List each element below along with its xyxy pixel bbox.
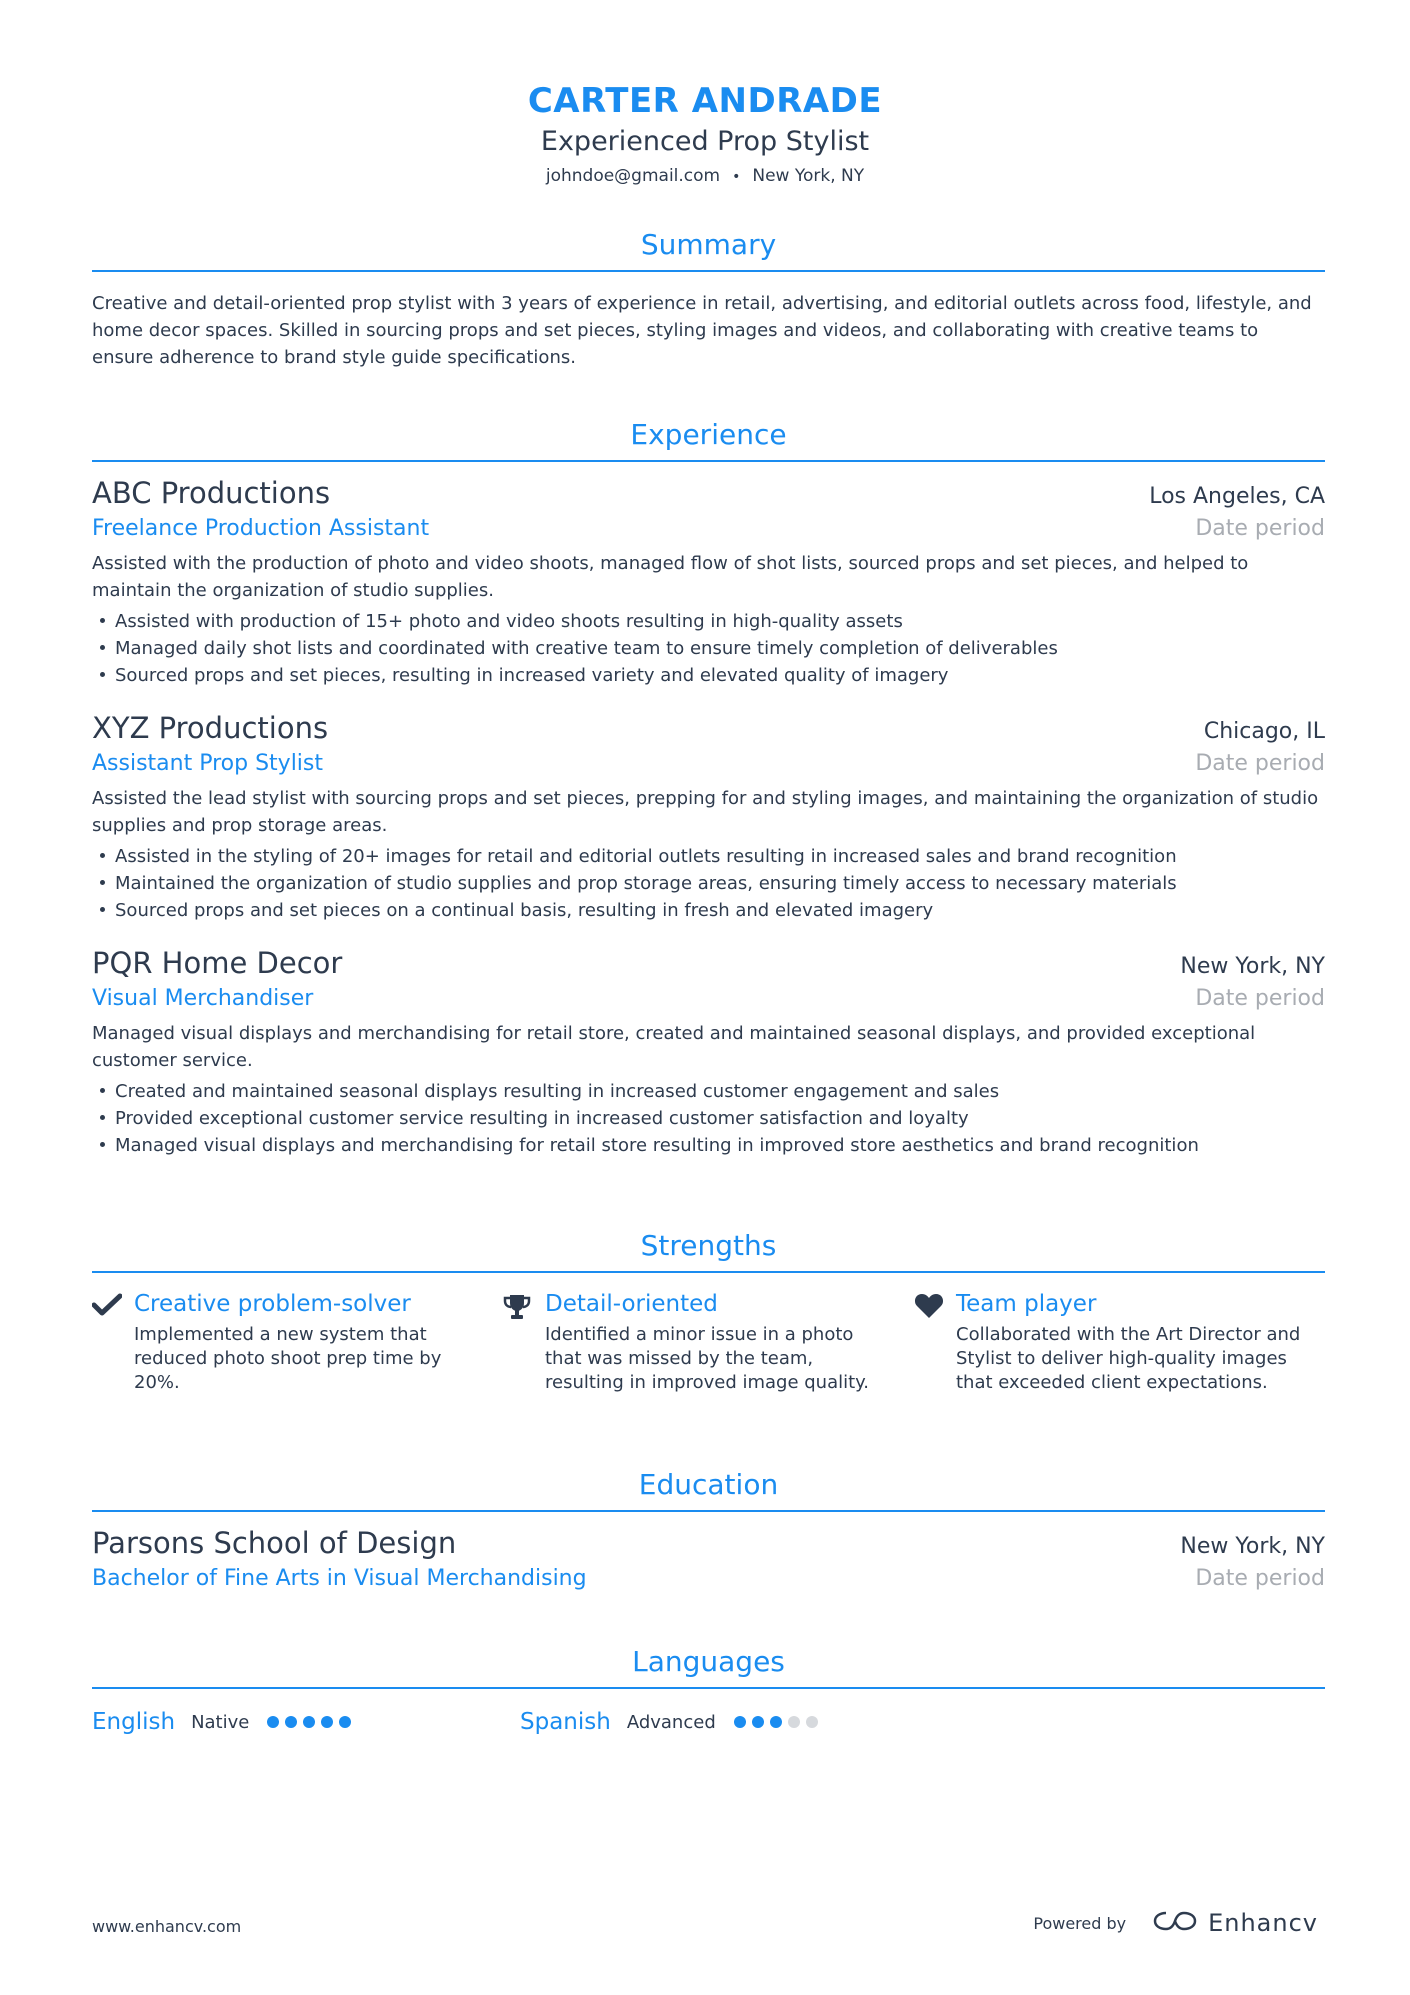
contact-line: [0, 162, 1410, 191]
checkmark-icon: [92, 1289, 134, 1395]
job-location: Chicago, IL: [1203, 719, 1325, 744]
language-name: English: [92, 1709, 176, 1735]
summary-text: Creative and detail-oriented prop stylist with 3 years of experience in retail, advertising, and editorial outlets across food, lifestyle, and home decor spaces. Skilled in sourcing props and set pieces, styling images and videos, and collaborating with creative teams to ensure adherence to brand style guide specifications.: [92, 293, 1312, 368]
strength-item: [914, 1289, 1325, 1395]
heart-icon: [914, 1289, 956, 1395]
rating-dot-filled: [752, 1716, 764, 1728]
bullet-item: Maintained the organization of studio supplies and prop storage areas, ensuring timely access to necessary materials: [92, 870, 1325, 897]
school-name: Parsons School of Design: [92, 1526, 457, 1560]
bullet-item: Assisted in the styling of 20+ images for retail and editorial outlets resulting in increased sales and brand recognition: [92, 843, 1325, 870]
bullet-item: Managed visual displays and merchandising for retail store resulting in improved store aesthetics and brand recognition: [92, 1132, 1325, 1159]
strength-item: [503, 1289, 914, 1395]
strength-item: [92, 1289, 503, 1395]
experience-entry: [92, 944, 1325, 1159]
experience-entry: [92, 474, 1325, 689]
bullet-item: Sourced props and set pieces, resulting in increased variety and elevated quality of imagery: [92, 662, 1325, 689]
language-name: Spanish: [520, 1709, 611, 1735]
trophy-icon: [503, 1289, 545, 1395]
section-heading: Experience: [92, 416, 1325, 462]
job-role: Freelance Production Assistant: [92, 516, 430, 541]
language-level: Advanced: [626, 1711, 716, 1733]
summary-section: [92, 226, 1325, 371]
rating-dot-empty: [788, 1716, 800, 1728]
job-date: Date period: [1195, 986, 1325, 1011]
job-role: Assistant Prop Stylist: [92, 751, 323, 776]
strengths-section: [92, 1227, 1325, 1395]
strength-description: Implemented a new system that reduced photo shoot prep time by 20%.: [134, 1324, 442, 1393]
rating-dot-filled: [321, 1716, 333, 1728]
languages-list: [92, 1707, 1325, 1737]
bullet-item: Managed daily shot lists and coordinated with creative team to ensure timely completion of deliverables: [92, 635, 1325, 662]
job-description: Assisted the lead stylist with sourcing props and set pieces, prepping for and styling images, and maintaining the organization of studio supplies and prop storage areas.: [92, 788, 1319, 836]
experience-entry: [92, 709, 1325, 924]
bullet-item: Provided exceptional customer service resulting in increased customer satisfaction and loyalty: [92, 1105, 1325, 1132]
strength-description: Identified a minor issue in a photo that was missed by the team, resulting in improved image quality.: [545, 1324, 869, 1393]
section-heading: Education: [92, 1466, 1325, 1512]
language-rating: [267, 1716, 357, 1728]
company-name: ABC Productions: [92, 476, 331, 510]
brand-name[interactable]: Enhancv: [1208, 1909, 1318, 1937]
job-role: Visual Merchandiser: [92, 986, 314, 1011]
strength-title: Team player: [956, 1291, 1097, 1317]
footer-branding: [1033, 1909, 1318, 1937]
strength-description: Collaborated with the Art Director and Stylist to deliver high-quality images that exceeded client expectations.: [956, 1324, 1301, 1393]
candidate-name: CARTER ANDRADE: [527, 81, 883, 121]
rating-dot-filled: [285, 1716, 297, 1728]
job-bullets: [92, 1078, 1325, 1159]
section-heading: Summary: [92, 226, 1325, 272]
resume-header: [0, 78, 1410, 191]
language-rating: [734, 1716, 824, 1728]
strength-title: Creative problem-solver: [134, 1291, 411, 1317]
job-location: Los Angeles, CA: [1149, 484, 1325, 509]
rating-dot-filled: [339, 1716, 351, 1728]
separator-dot: •: [732, 169, 741, 185]
job-bullets: [92, 843, 1325, 924]
languages-section: [92, 1643, 1325, 1737]
rating-dot-filled: [734, 1716, 746, 1728]
language-item: [520, 1707, 948, 1737]
rating-dot-filled: [303, 1716, 315, 1728]
rating-dot-empty: [806, 1716, 818, 1728]
candidate-title: Experienced Prop Stylist: [540, 126, 870, 157]
location-text: New York, NY: [752, 166, 865, 186]
job-date: Date period: [1195, 516, 1325, 541]
education-section: [92, 1466, 1325, 1594]
job-location: New York, NY: [1180, 954, 1325, 979]
job-description: Assisted with the production of photo and video shoots, managed flow of shot lists, sourced props and set pieces, and helped to maintain the organization of studio supplies.: [92, 553, 1249, 601]
education-entry: [92, 1524, 1325, 1594]
job-description: Managed visual displays and merchandising for retail store, created and maintained seasonal displays, and provided exceptional customer service.: [92, 1023, 1256, 1071]
language-item: [92, 1707, 520, 1737]
footer-website[interactable]: www.enhancv.com: [92, 1917, 242, 1936]
rating-dot-filled: [267, 1716, 279, 1728]
section-heading: Languages: [92, 1643, 1325, 1689]
degree: Bachelor of Fine Arts in Visual Merchandising: [92, 1566, 587, 1591]
language-level: Native: [191, 1711, 250, 1733]
job-date: Date period: [1195, 751, 1325, 776]
enhancv-logo-icon: [1152, 1909, 1198, 1937]
bullet-item: Assisted with production of 15+ photo and video shoots resulting in high-quality assets: [92, 608, 1325, 635]
strength-title: Detail-oriented: [545, 1291, 718, 1317]
powered-by-text: Powered by: [1033, 1913, 1127, 1933]
job-bullets: [92, 608, 1325, 689]
company-name: XYZ Productions: [92, 711, 329, 745]
section-heading: Strengths: [92, 1227, 1325, 1273]
rating-dot-filled: [770, 1716, 782, 1728]
email-text[interactable]: johndoe@gmail.com: [545, 166, 721, 186]
school-location: New York, NY: [1180, 1534, 1325, 1559]
company-name: PQR Home Decor: [92, 946, 343, 980]
bullet-item: Created and maintained seasonal displays resulting in increased customer engagement and sales: [92, 1078, 1325, 1105]
strengths-list: [92, 1289, 1325, 1395]
education-date: Date period: [1195, 1566, 1325, 1591]
experience-section: [92, 416, 1325, 1159]
bullet-item: Sourced props and set pieces on a continual basis, resulting in fresh and elevated imagery: [92, 897, 1325, 924]
